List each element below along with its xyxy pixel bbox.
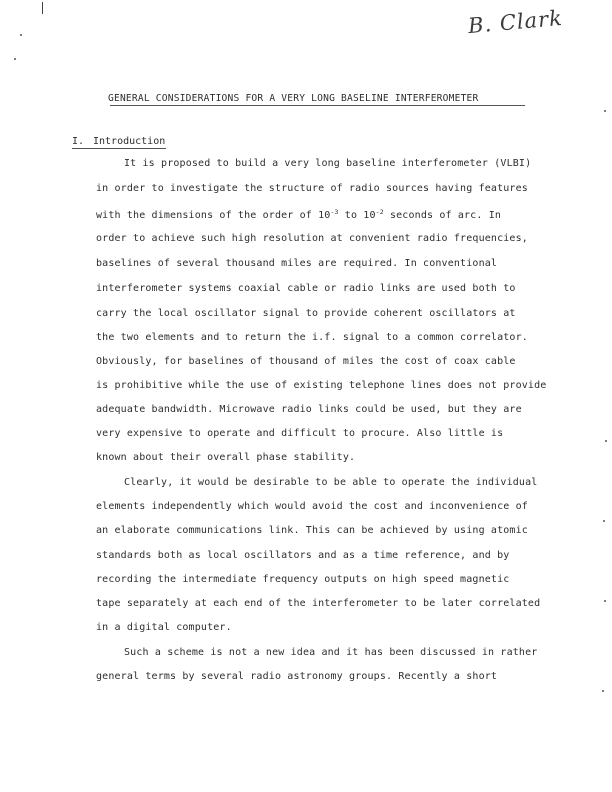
document-title: GENERAL CONSIDERATIONS FOR A VERY LONG BASELINE INTERFEROMETER (108, 93, 479, 104)
scan-speck (603, 520, 605, 522)
paragraph-line: an elaborate communications link. This can be achieved by using atomic (96, 525, 528, 536)
paragraph-line: order to achieve such high resolution at convenient radio frequencies, (96, 233, 528, 244)
scan-speck (604, 600, 606, 602)
paragraph-line: Such a scheme is not a new idea and it has been discussed in rather (124, 647, 538, 658)
scan-mark (42, 2, 43, 14)
scan-speck (604, 110, 606, 112)
paragraph-line: Obviously, for baselines of thousand of miles the cost of coax cable (96, 356, 516, 367)
paragraph-line: baselines of several thousand miles are required. In conventional (96, 258, 498, 269)
paragraph-line: adequate bandwidth. Microwave radio links could be used, but they are (96, 404, 522, 415)
paragraph-line: general terms by several radio astronomy groups. Recently a short (96, 671, 498, 682)
paragraph-line: in a digital computer. (96, 622, 232, 633)
paragraph-line: It is proposed to build a very long baseline interferometer (VLBI) (124, 158, 532, 169)
paragraph-line: interferometer systems coaxial cable or radio links are used both to (96, 283, 516, 294)
scan-speck (602, 690, 604, 692)
paragraph-line: tape separately at each end of the interferometer to be later correlated (96, 598, 541, 609)
paragraph-line: recording the intermediate frequency outputs on high speed magnetic (96, 574, 510, 585)
section-heading: Introduction (93, 136, 166, 147)
text-span: with the dimensions of the order of 10 (96, 210, 331, 221)
text-span: seconds of arc. In (383, 210, 502, 221)
title-underline (110, 105, 525, 106)
paragraph-line: carry the local oscillator signal to provide coherent oscillators at (96, 308, 516, 319)
paragraph-line: elements independently which would avoid the cost and inconvenience of (96, 501, 528, 512)
paragraph-line: known about their overall phase stability. (96, 452, 356, 463)
paragraph-line: Clearly, it would be desirable to be able to operate the individual (124, 477, 538, 488)
paragraph-line: very expensive to operate and difficult to procure. Also little is (96, 428, 504, 439)
section-number: I. (72, 136, 85, 147)
paragraph-line: the two elements and to return the i.f. signal to a common correlator. (96, 332, 528, 343)
text-span: to 10 (338, 210, 376, 221)
handwritten-signature: B. Clark (467, 5, 564, 39)
scan-speck (605, 440, 607, 442)
paragraph-line: in order to investigate the structure of radio sources having features (96, 183, 528, 194)
scan-speck (20, 34, 22, 36)
exponent: -2 (375, 208, 384, 216)
scan-speck (14, 58, 16, 60)
exponent: -3 (330, 208, 339, 216)
paragraph-line (96, 208, 501, 221)
section-underline (72, 148, 166, 149)
paragraph-line: standards both as local oscillators and as a time reference, and by (96, 550, 510, 561)
paragraph-line: is prohibitive while the use of existing telephone lines does not provide (96, 380, 547, 391)
